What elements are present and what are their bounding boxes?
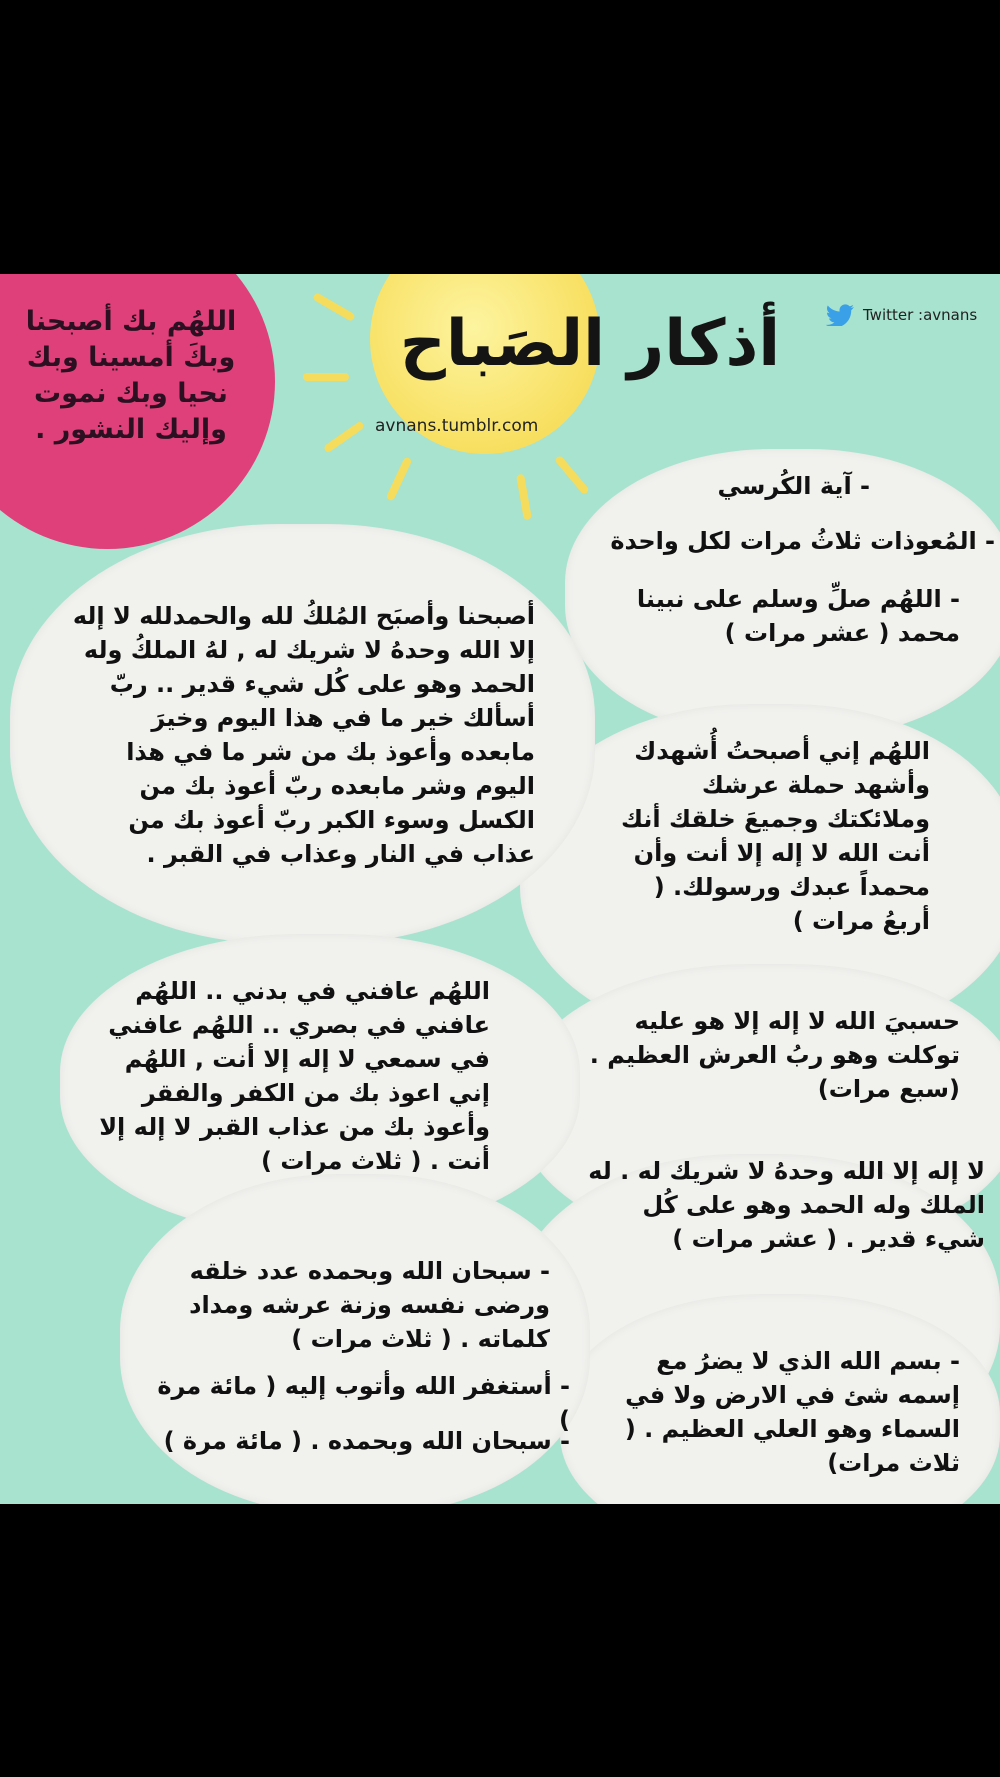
sun-ray bbox=[303, 373, 349, 381]
sun-ray bbox=[554, 455, 590, 495]
tumblr-link[interactable]: avnans.tumblr.com bbox=[375, 416, 539, 436]
sun-ray bbox=[386, 456, 413, 501]
dhikr-subhanallah-wabihamdih: - سبحان الله وبحمده . ( مائة مرة ) bbox=[163, 1427, 570, 1455]
dhikr-asbahna: أصبحنا وأصبَح المُلكُ لله والحمدلله لا إله إلا الله وحدهُ لا شريك له , لهُ الملكُ وله الحمد وهو على كُل شيء قدير .. ربّ أسألك خير ما في هذا اليوم وخيرَ مابعده وأعوذ بك من شر ما في هذا اليوم وشر مابعده ربّ أعوذ بك من الكسل وسوء الكبر ربّ أعوذ بك من عذاب في النار وعذاب في القبر . bbox=[72, 602, 535, 868]
dhikr-tahlil: لا إله إلا الله وحدهُ لا شريك له . له الملك وله الحمد وهو على كُل شيء قدير . ( عشر مرات ) bbox=[588, 1157, 985, 1253]
dhikr-ayat-al-kursi: - آية الكُرسي bbox=[717, 472, 870, 500]
dhikr-salawat: - اللهُم صلِّ وسلم على نبينا محمد ( عشر مرات ) bbox=[636, 585, 960, 647]
sun-ray bbox=[323, 421, 365, 454]
twitter-handle: Twitter :avnans bbox=[863, 306, 978, 324]
dhikr-istighfar: - أستغفر الله وأتوب إليه ( مائة مرة ) bbox=[157, 1372, 570, 1434]
twitter-credit[interactable] bbox=[825, 304, 977, 326]
dhikr-muawwidhat: - المُعوذات ثلاثُ مرات لكل واحدة bbox=[610, 527, 995, 555]
sun-ray bbox=[312, 292, 356, 322]
page-title: أذكار الصَباح bbox=[399, 307, 781, 381]
dhikr-hasbiyallah: حسبيَ الله لا إله إلا هو عليه توكلت وهو ربُ العرش العظيم . (سبع مرات) bbox=[589, 1007, 960, 1103]
sun-ray bbox=[516, 474, 532, 521]
dhikr-subhanallah-adada: - سبحان الله وبحمده عدد خلقه ورضى نفسه وزنة عرشه ومداد كلماته . ( ثلاث مرات ) bbox=[189, 1257, 550, 1353]
dhikr-afini: اللهُم عافني في بدني .. اللهُم عافني في بصري .. اللهُم عافني في سمعي لا إله إلا أنت , اللهُم إني اعوذ بك من الكفر والفقر وأعوذ بك من عذاب القبر لا إله إلا أنت . ( ثلاث مرات ) bbox=[99, 977, 490, 1175]
dhikr-bismillah: - بسم الله الذي لا يضرُ مع إسمه شئ في الارض ولا في السماء وهو العلي العظيم . ( ثلاث مرات) bbox=[624, 1347, 960, 1477]
poster bbox=[0, 274, 1000, 1504]
twitter-bird-icon bbox=[825, 304, 855, 326]
dhikr-ushhiduk: اللهُم إني أصبحتُ أُشهدك وأشهد حملة عرشك وملائكتك وجميعَ خلقك أنك أنت الله لا إله إلا أنت وأن محمداً عبدك ورسولك. ( أربعُ مرات ) bbox=[621, 737, 930, 935]
corner-dua: اللهُم بك أصبحنا وبكَ أمسينا وبك نحيا وبك نموت وإليك النشور . bbox=[25, 306, 237, 445]
